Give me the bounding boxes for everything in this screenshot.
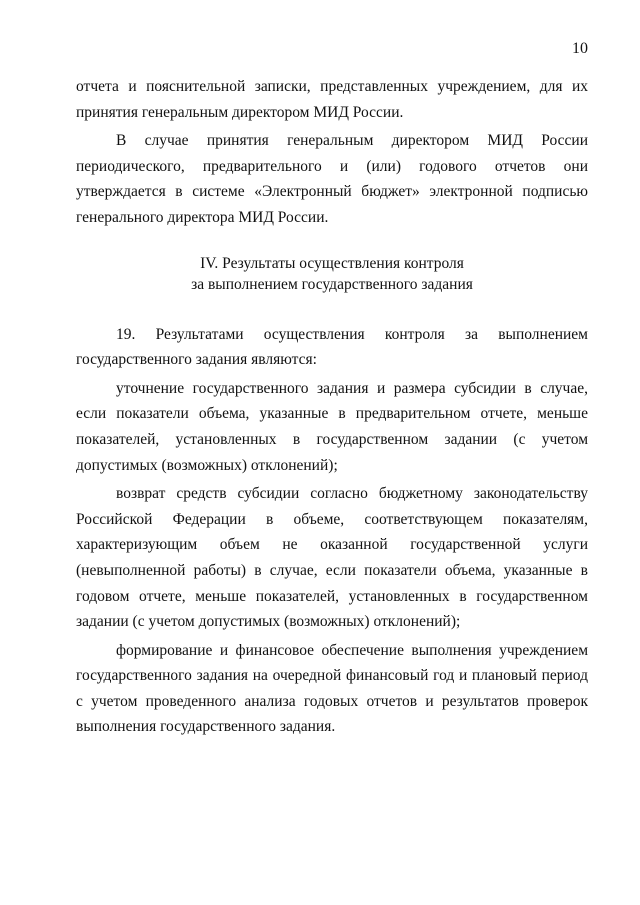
section-heading [76,253,588,295]
paragraph-clarification: уточнение государственного задания и размера субсидии в случае, если показатели объема, указанные в предварительном отчете, меньше показателей, установленных в государственном задании (с учетом допустимых (возможных) отклонений); [76,379,588,474]
paragraph-formation: формирование и финансовое обеспечение выполнения учреждением государственного задания на очередной финансовый год и плановый период с учетом проведенного анализа годовых отчетов и результатов проверок выполнения государственного задания. [76,641,588,736]
document-body [76,74,588,743]
page-number: 10 [572,40,588,57]
paragraph-continuation: отчета и пояснительной записки, представленных учреждением, для их принятия генеральным директором МИД России. [76,78,588,121]
section-heading-line2: за выполнением государственного задания [191,275,473,293]
paragraph-approval: В случае принятия генеральным директором МИД России периодического, предварительного и (или) годового отчетов они утверждается в системе «Электронный бюджет» электронной подписью генерального директора МИД России. [76,132,588,226]
section-heading-line1: IV. Результаты осуществления контроля [200,254,464,272]
paragraph-item-19: 19. Результатами осуществления контроля за выполнением государственного задания являются: [76,325,588,369]
paragraph-refund: возврат средств субсидии согласно бюджетному законодательству Российской Федерации в объеме, соответствующем показателям, характеризующим объем не оказанной государственной услуги (невыполненной работы) в случае, если показатели объема, указанные в годовом отчете, меньше показателей, установленных в государственном задании (с учетом допустимых (возможных) отклонений); [76,485,588,631]
